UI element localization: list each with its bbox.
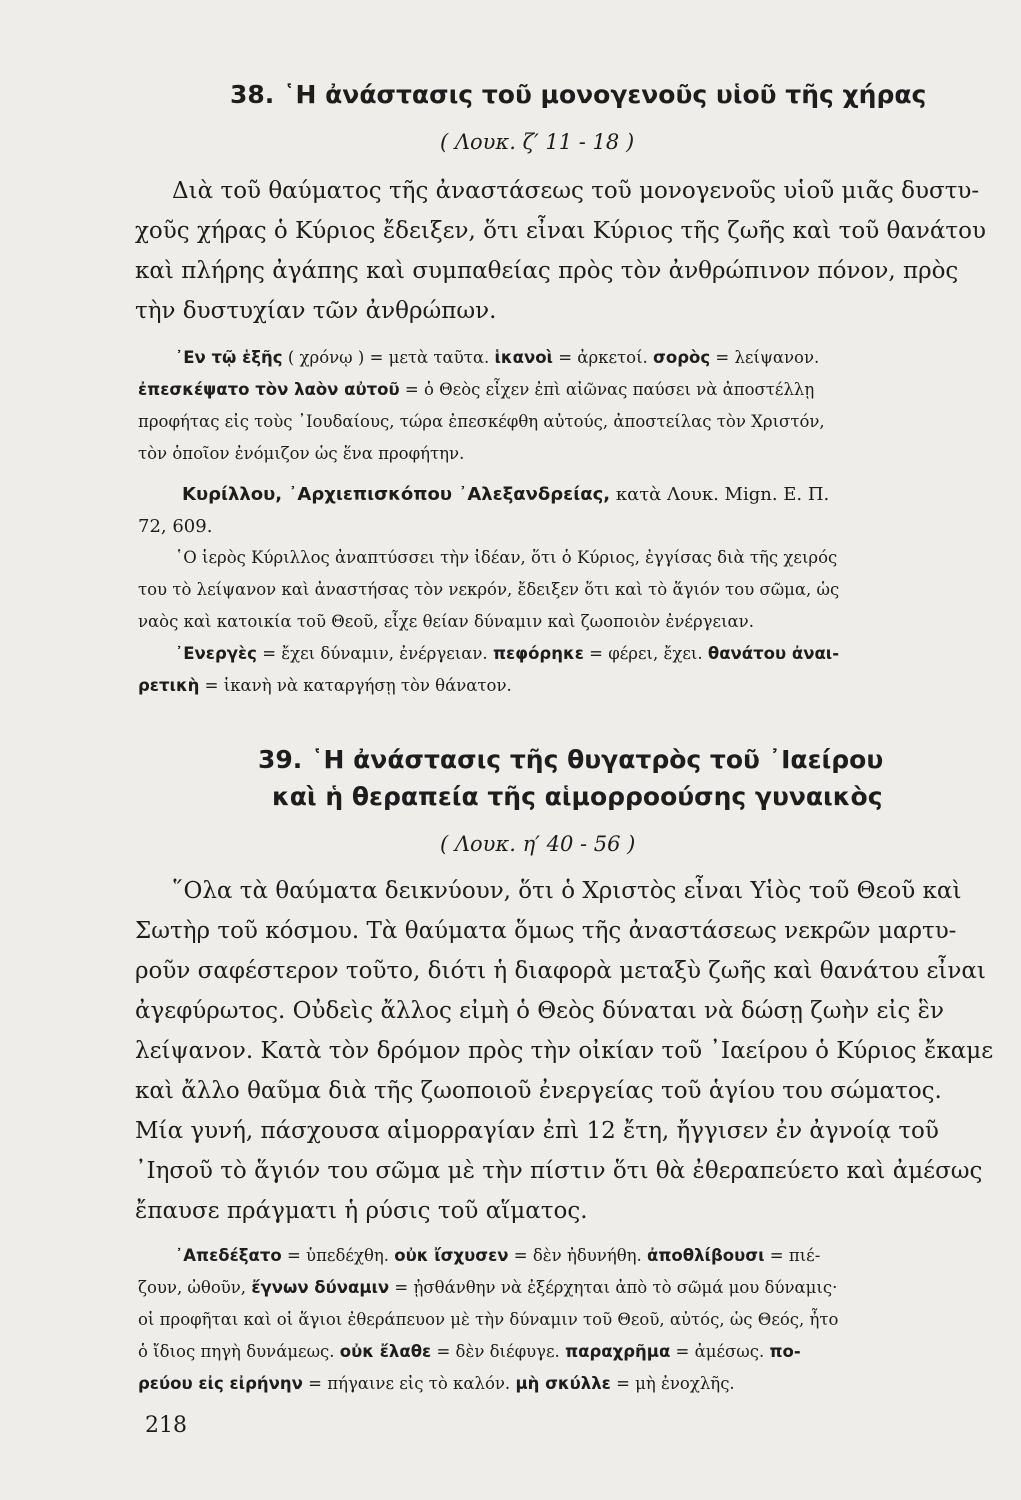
section-39-subtitle: καὶ ἡ θεραπεία τῆς αἱμορροούσης γυναικὸς [272, 782, 883, 811]
section-39-glossary-line: ὁ ἴδιος πηγὴ δυνάμεως. οὐκ ἔλαθε = δὲν διέφυγε. παραχρῆμα = ἀμέσως. πο- [138, 1342, 801, 1361]
glossary-term: ρεύου εἰς εἰρήνην [138, 1374, 303, 1393]
cyril-commentary-line: ῾Ο ἱερὸς Κύριλλος ἀναπτύσσει τὴν ἰδέαν, ὅτι ὁ Κύριος, ἐγγίσας διὰ τῆς χειρός [175, 548, 838, 567]
glossary-term: οὐκ ἴσχυσεν [394, 1246, 509, 1265]
section-39-title: 39. ῾Η ἀνάστασις τῆς θυγατρὸς τοῦ ᾿Ιαείρου [258, 745, 884, 774]
cyril-glossary-line: ρετικὴ = ἱκανὴ νὰ καταργήσῃ τὸν θάνατον. [138, 676, 512, 695]
section-38-reference: ( Λουκ. ζ′ 11 - 18 ) [440, 130, 635, 154]
glossary-term: ᾿Απεδέξατο [175, 1246, 282, 1265]
section-39-body-line: ᾿Ιησοῦ τὸ ἅγιόν του σῶμα μὲ τὴν πίστιν ὅτι θὰ ἐθεραπεύετο καὶ ἀμέσως [135, 1158, 983, 1184]
section-38-glossary-line: τὸν ὁποῖον ἐνόμιζον ὡς ἕνα προφήτην. [138, 444, 465, 463]
cyril-citation-line: 72, 609. [138, 516, 213, 537]
section-39-glossary-line: ζουν, ὠθοῦν, ἔγνων δύναμιν = ᾐσθάνθην νὰ ἐξέρχηται ἀπὸ τὸ σῶμά μου δύναμις· [138, 1278, 838, 1297]
glossary-term: ρετικὴ [138, 676, 200, 695]
section-39-glossary-line: οἱ προφῆται καὶ οἱ ἅγιοι ἐθεράπευον μὲ τὴν δύναμιν τοῦ Θεοῦ, αὐτός, ὡς Θεός, ἦτο [138, 1310, 839, 1329]
glossary-term: μὴ σκύλλε [515, 1374, 611, 1393]
cyril-commentary-line: ναὸς καὶ κατοικία τοῦ Θεοῦ, εἶχε θείαν δύναμιν καὶ ζωοποιὸν ἐνέργειαν. [138, 612, 754, 631]
section-39-body-line: καὶ ἄλλο θαῦμα διὰ τῆς ζωοποιοῦ ἐνεργείας τοῦ ἁγίου του σώματος. [135, 1078, 942, 1104]
glossary-term: παραχρῆμα [565, 1342, 671, 1361]
cyril-commentary-line: του τὸ λείψανον καὶ ἀναστήσας τὸν νεκρόν, ἔδειξεν ὅτι καὶ τὸ ἅγιόν του σῶμα, ὡς [138, 580, 840, 599]
cyril-citation-line: Κυρίλλου, ᾿Αρχιεπισκόπου ᾿Αλεξανδρείας, κατὰ Λουκ. Mign. Ε. Π. [182, 484, 830, 505]
section-38-body-line: χοῦς χήρας ὁ Κύριος ἔδειξεν, ὅτι εἶναι Κύριος τῆς ζωῆς καὶ τοῦ θανάτου [135, 218, 986, 244]
section-39-body-line: ροῦν σαφέστερον τοῦτο, διότι ἡ διαφορὰ μεταξὺ ζωῆς καὶ θανάτου εἶναι [135, 958, 986, 984]
glossary-term: ἀποθλίβουσι [647, 1246, 765, 1265]
cyril-glossary-line: ᾿Ενεργὲς = ἔχει δύναμιν, ἐνέργειαν. πεφόρηκε = φέρει, ἔχει. θανάτου ἀναι- [175, 644, 840, 663]
section-39-body-line: ῞Ολα τὰ θαύματα δεικνύουν, ὅτι ὁ Χριστὸς εἶναι Υἱὸς τοῦ Θεοῦ καὶ [172, 878, 962, 904]
glossary-term: πεφόρηκε [492, 644, 584, 663]
glossary-term: θανάτου ἀναι- [707, 644, 840, 663]
glossary-term: ᾿Εν τῷ ἑξῆς [175, 348, 283, 367]
section-39-body-line: λείψανον. Κατὰ τὸν δρόμον πρὸς τὴν οἰκίαν τοῦ ᾿Ιαείρου ὁ Κύριος ἔκαμε [135, 1038, 994, 1064]
glossary-term: πο- [769, 1342, 801, 1361]
section-39-body-line: ἔπαυσε πράγματι ἡ ρύσις τοῦ αἵματος. [135, 1198, 588, 1224]
section-39-body-line: Σωτὴρ τοῦ κόσμου. Τὰ θαύματα ὅμως τῆς ἀναστάσεως νεκρῶν μαρτυ- [135, 918, 957, 944]
glossary-term: ἔγνων δύναμιν [251, 1278, 390, 1297]
section-39-glossary-line: ᾿Απεδέξατο = ὑπεδέχθη. οὐκ ἴσχυσεν = δὲν ἠδυνήθη. ἀποθλίβουσι = πιέ- [175, 1246, 821, 1265]
section-39-body-line: Μία γυνή, πάσχουσα αἱμορραγίαν ἐπὶ 12 ἔτη, ἤγγισεν ἐν ἀγνοίᾳ τοῦ [135, 1118, 939, 1144]
glossary-term: ἐπεσκέψατο τὸν λαὸν αὐτοῦ [138, 380, 400, 399]
section-38-body-line: Διὰ τοῦ θαύματος τῆς ἀναστάσεως τοῦ μονογενοῦς υἱοῦ μιᾶς δυστυ- [172, 178, 980, 204]
section-38-glossary-line: προφήτας εἰς τοὺς ᾿Ιουδαίους, τώρα ἐπεσκέφθη αὐτούς, ἀποστείλας τὸν Χριστόν, [138, 412, 825, 431]
page-number: 218 [145, 1413, 187, 1438]
section-38-glossary-line: ᾿Εν τῷ ἑξῆς ( χρόνῳ ) = μετὰ ταῦτα. ἱκανοὶ = ἀρκετοί. σορὸς = λείψανον. [175, 348, 820, 367]
section-39-body-line: ἀγεφύρωτος. Οὐδεὶς ἄλλος εἰμὴ ὁ Θεὸς δύναται νὰ δώσῃ ζωὴν εἰς ἓν [135, 998, 944, 1024]
section-39-reference: ( Λουκ. η′ 40 - 56 ) [440, 832, 636, 856]
section-38-body-line: τὴν δυστυχίαν τῶν ἀνθρώπων. [135, 298, 497, 324]
citation-author: Κυρίλλου, ᾿Αρχιεπισκόπου ᾿Αλεξανδρείας, [182, 484, 611, 505]
section-38-title: 38. ῾Η ἀνάστασις τοῦ μονογενοῦς υἱοῦ τῆς χήρας [230, 80, 927, 109]
glossary-term: οὐκ ἔλαθε [339, 1342, 432, 1361]
glossary-term: σορὸς [653, 348, 711, 367]
section-38-body-line: καὶ πλήρης ἀγάπης καὶ συμπαθείας πρὸς τὸν ἀνθρώπινον πόνον, πρὸς [135, 258, 959, 284]
glossary-term: ᾿Ενεργὲς [175, 644, 257, 663]
section-38-glossary-line: ἐπεσκέψατο τὸν λαὸν αὐτοῦ = ὁ Θεὸς εἶχεν ἐπὶ αἰῶνας παύσει νὰ ἀποστέλλῃ [138, 380, 815, 399]
section-39-glossary-line: ρεύου εἰς εἰρήνην = πήγαινε εἰς τὸ καλόν. μὴ σκύλλε = μὴ ἐνοχλῆς. [138, 1374, 735, 1393]
glossary-term: ἱκανοὶ [494, 348, 553, 367]
